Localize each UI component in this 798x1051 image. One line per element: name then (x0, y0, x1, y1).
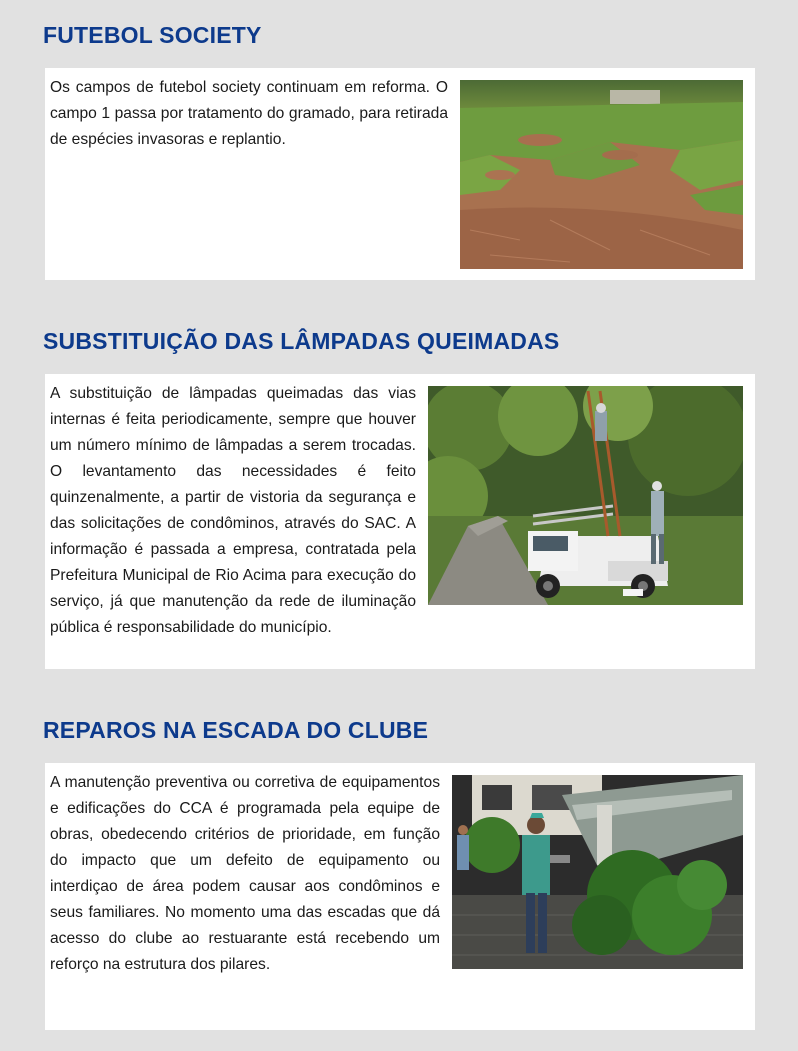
article-text-lampadas: A substituição de lâmpadas queimadas das vias internas é feita periodicamente, sempre que houver um número mínimo de lâmpadas a serem trocadas. O levantamento das necessidades é feito quinzenalmente, a partir de vistoria da segurança e das solicitações de condôminos, através do SAC. A informação é passada a empresa, contratada pela Prefeitura Municipal de Rio Acima para execução do serviço, já que manutenção da rede de iluminação pública é responsabilidade do município. (45, 374, 755, 641)
section-title-lampadas: SUBSTITUIÇÃO DAS LÂMPADAS QUEIMADAS (43, 328, 560, 354)
stair-repair-photo (452, 775, 743, 969)
utility-truck-photo (428, 386, 743, 605)
soccer-field-photo (460, 80, 743, 269)
section-title-futebol-society: FUTEBOL SOCIETY (43, 22, 262, 48)
article-card-futebol-society (45, 68, 755, 280)
article-text-futebol-society: Os campos de futebol society continuam em reforma. O campo 1 passa por tratamento do gramado, para retirada de espécies invasoras e replantio. (45, 68, 755, 153)
article-card-escada (45, 763, 755, 1030)
section-title-escada: REPAROS NA ESCADA DO CLUBE (43, 717, 429, 743)
article-card-lampadas (45, 374, 755, 669)
article-text-escada: A manutenção preventiva ou corretiva de equipamentos e edificações do CCA é programada pela equipe de obras, obedecendo critérios de prioridade, em função do impacto que um defeito de equipamento ou interdiçao de área podem causar aos condôminos e seus familiares. No momento uma das escadas que dá acesso do clube ao restuarante está recebendo um reforço na estrutura dos pilares. (45, 763, 755, 978)
